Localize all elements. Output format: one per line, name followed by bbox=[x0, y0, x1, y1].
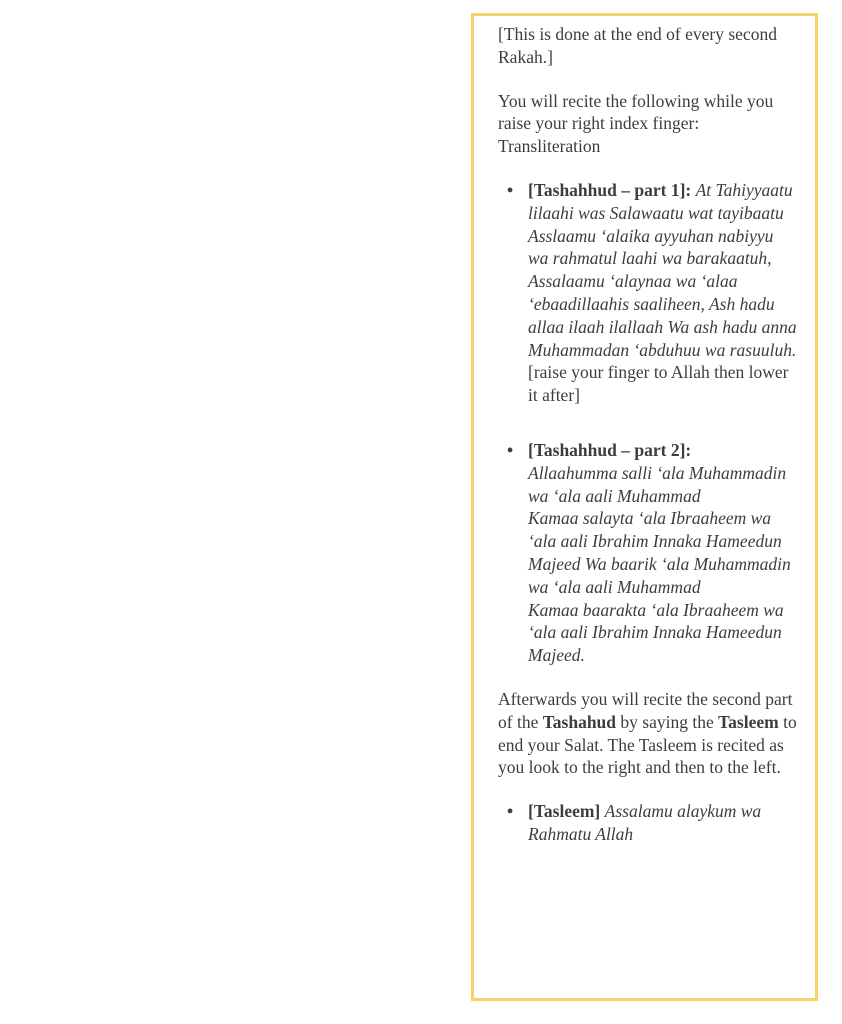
list-item-tasleem bbox=[498, 800, 797, 846]
afterwards-segment-1: Afterwards you will recite the second part of the bbox=[498, 688, 793, 732]
tashahhud-part2-line1: Allaahumma salli ‘ala Muhammadin wa ‘ala aali Muhammad bbox=[528, 462, 787, 506]
afterwards-bold-tashahud: Tashahud bbox=[542, 711, 617, 732]
afterwards-segment-2: by saying the bbox=[620, 711, 714, 732]
instruction-text: You will recite the following while you raise your right index finger: bbox=[498, 90, 774, 134]
list-item-tashahhud-part2 bbox=[498, 439, 797, 667]
paragraph-instruction bbox=[498, 90, 797, 158]
tasleem-list bbox=[498, 800, 797, 846]
transliteration-label: Transliteration bbox=[498, 136, 601, 157]
afterwards-segment-3: to end your Salat. The Tasleem is recited as you look to the right and then to the left. bbox=[498, 711, 797, 778]
highlight-box bbox=[471, 13, 818, 1001]
tasleem-label: [Tasleem] bbox=[528, 801, 601, 822]
rakah-note-text: [This is done at the end of every second Rakah.] bbox=[498, 24, 777, 67]
tashahhud-part1-label: [Tashahhud – part 1]: bbox=[528, 179, 692, 200]
paragraph-afterwards bbox=[498, 688, 797, 779]
afterwards-bold-tasleem: Tasleem bbox=[718, 711, 779, 732]
tashahhud-list bbox=[498, 179, 797, 667]
tashahhud-part2-label: • [Tashahhud – part 2]: bbox=[528, 439, 692, 460]
tashahhud-part2-line2: Kamaa salayta ‘ala Ibraaheem wa ‘ala aali Ibrahim Innaka Hameedun Majeed Wa baarik ‘ala Muhammadin wa ‘ala aali Muhammad bbox=[528, 508, 791, 597]
tashahhud-part2-line3: Kamaa baarakta ‘ala Ibraaheem wa ‘ala aali Ibrahim Innaka Hameedun Majeed. bbox=[528, 599, 784, 666]
list-item-tashahhud-part1 bbox=[498, 179, 797, 407]
paragraph-rakah-note bbox=[498, 23, 797, 69]
tashahhud-part1-transliteration: At Tahiyyaatu lilaahi was Salawaatu wat tayibaatu Asslaamu ‘alaika ayyuhan nabiyyu wa rahmatul laahi wa barakaatuh, Assalaamu ‘alaynaa wa ‘alaa ‘ebaadillaahis saaliheen, Ash hadu allaa ilaah ilallaah Wa ash hadu anna Muhammadan ‘abduhuu wa rasuuluh. bbox=[528, 179, 797, 360]
tashahhud-part1-note: [raise your finger to Allah then lower it after] bbox=[528, 362, 789, 406]
tasleem-transliteration: Assalamu alaykum wa Rahmatu Allah bbox=[528, 801, 762, 844]
